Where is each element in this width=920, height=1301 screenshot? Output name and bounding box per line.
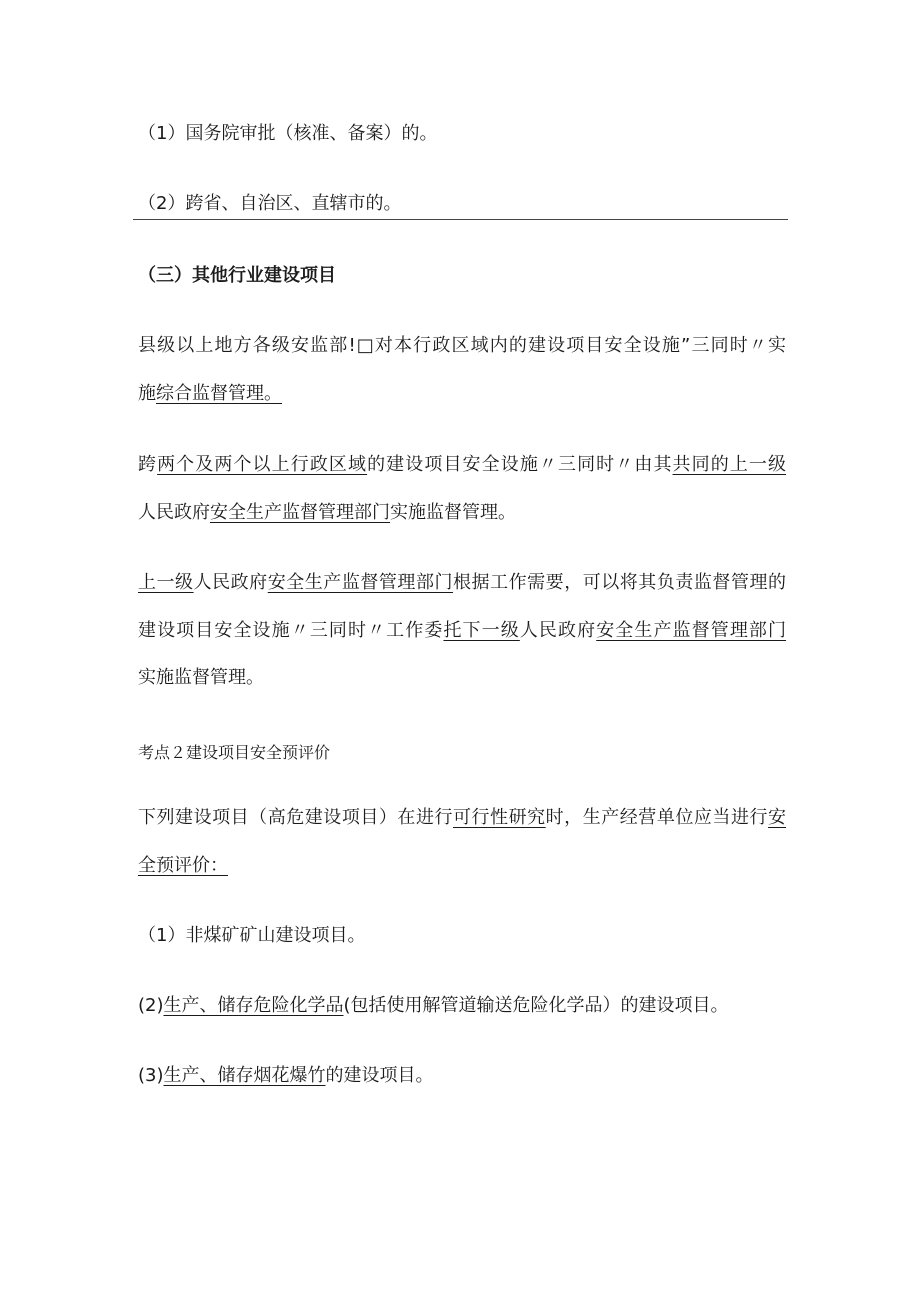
underlined-text: 安全生产监督管理部门 [267,572,454,593]
text-run: 时，生产经营单位应当进行 [545,807,769,828]
underlined-text: 安全生产监督管理部门 [210,502,390,523]
text-run: 跨 [138,454,158,475]
underlined-text: 生产、储存危险化学品 [163,995,344,1016]
underlined-text: 综合监督管理。 [156,383,282,404]
paragraph-delegation-line3: 实施监督管理。 [138,667,264,688]
section-heading-pre-evaluation: 考点２建设项目安全预评价 [138,743,331,762]
underlined-text: 共同的上一级 [672,454,787,475]
item-state-council: （1）国务院审批（核准、备案）的。 [138,123,438,144]
paragraph-delegation-line2 [138,619,786,643]
paragraph-county-line2 [138,382,786,406]
underlined-text: 两个及两个以上行政区域 [157,454,368,475]
text-run: 的建设项目安全设施〃三同时〃由其 [367,454,673,475]
underlined-text: 可行性研究 [453,807,546,828]
item-fireworks [138,1064,786,1088]
underlined-text: 全预评价： [138,855,228,876]
text-run: (2) [138,995,164,1016]
section-heading-other-industries: （三）其他行业建设项目 [138,265,336,286]
text-run: 实施监督管理。 [390,502,516,523]
text-run: 施 [138,383,156,404]
divider-rule [133,219,788,220]
text-run: 建设项目安全设施〃三同时〃工作委 [138,620,444,641]
paragraph-delegation-line1 [138,571,786,595]
text-run: 人民政府 [519,620,597,641]
item-hazardous-chemicals [138,994,786,1018]
underlined-text: 生产、储存烟花爆竹 [163,1065,326,1086]
text-run: 的建设项目。 [325,1065,434,1086]
item-non-coal-mine: （1）非煤矿矿山建设项目。 [138,925,366,946]
text-run: (包括使用解管道输送危险化学品）的建设项目。 [343,995,729,1016]
paragraph-cross-region-line1 [138,453,786,477]
paragraph-high-risk-line1 [138,806,786,830]
paragraph-high-risk-line2 [138,854,786,878]
item-cross-province: （2）跨省、自治区、直辖市的。 [138,193,402,214]
text-run: 下列建设项目（高危建设项目）在进行 [138,807,453,828]
underlined-text: 安全生产监督管理部门 [596,620,787,641]
text-run: 人民政府 [138,502,210,523]
paragraph-county-line1: 县级以上地方各级安监部!□对本行政区域内的建设项目安全设施”三同时〃实 [138,335,786,356]
underlined-text: 安 [768,807,787,828]
text-run: 人民政府 [193,572,268,593]
underlined-text: 托下一级 [443,620,520,641]
paragraph-cross-region-line2 [138,501,786,525]
text-run: 根据工作需要，可以将其负责监督管理的 [453,572,787,593]
text-run: (3) [138,1065,164,1086]
underlined-text: 上一级 [138,572,194,593]
